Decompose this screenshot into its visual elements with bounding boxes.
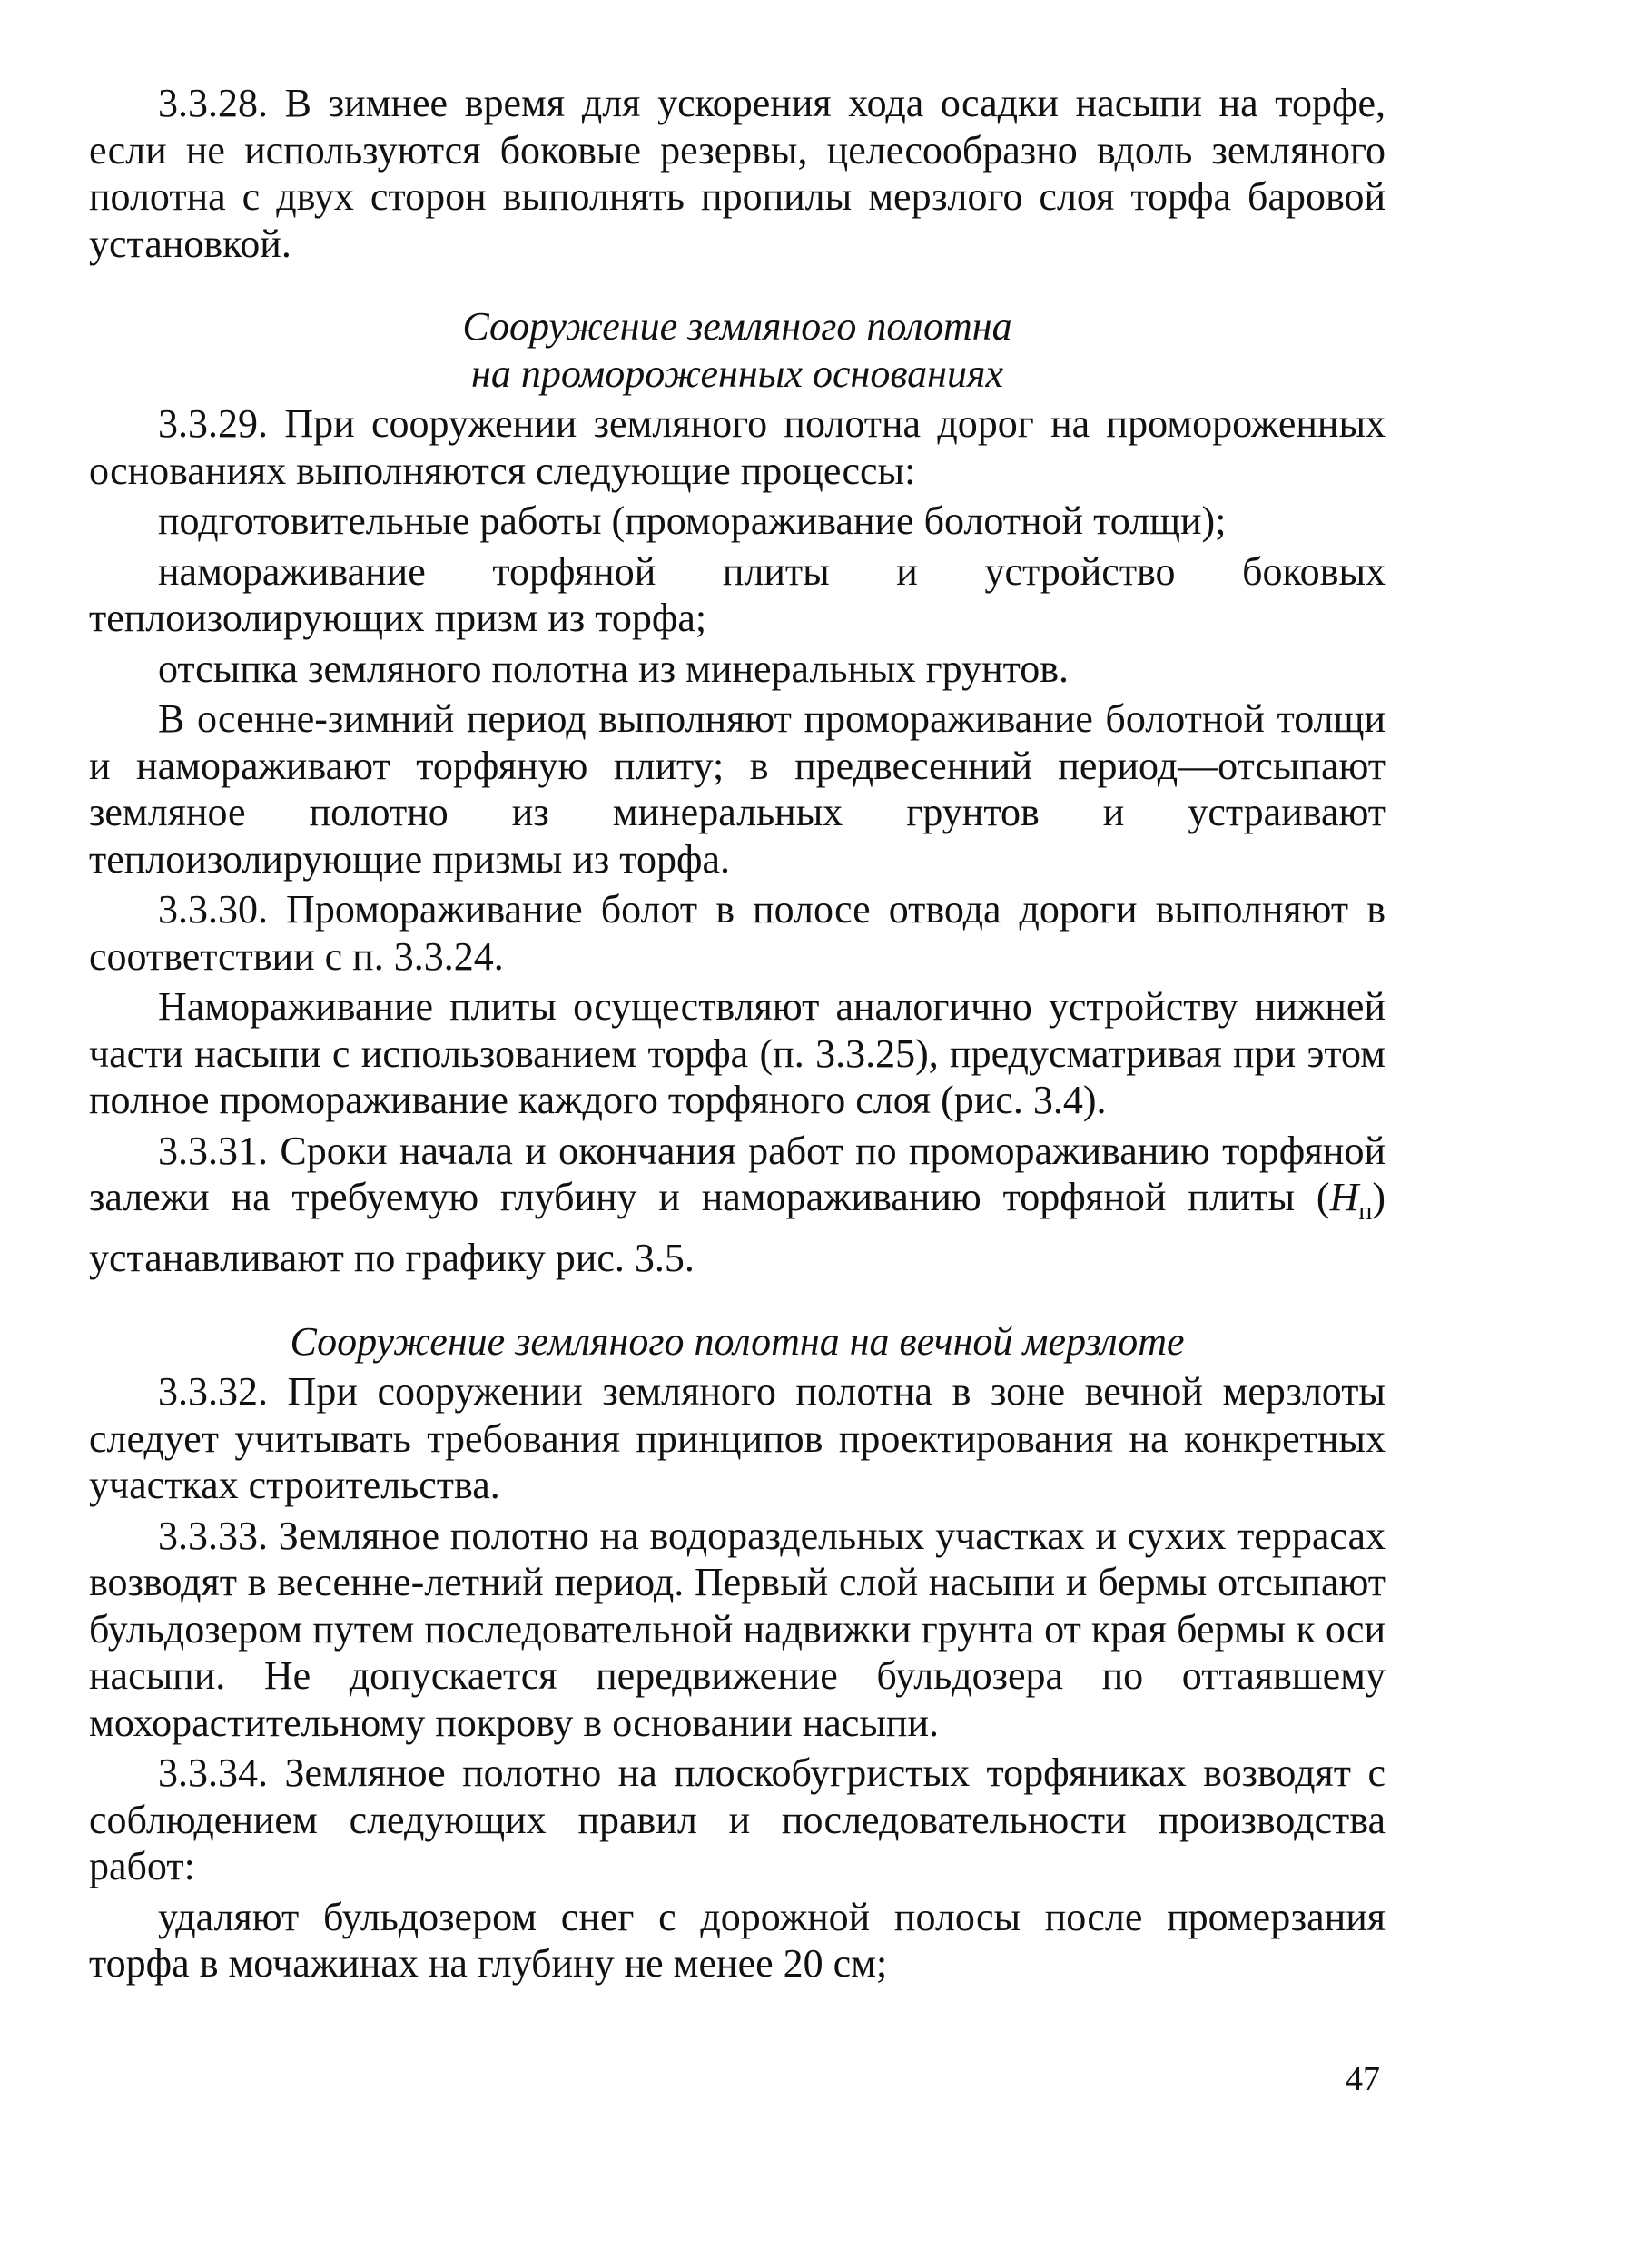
paragraph-slab-freezing: Намораживание плиты осуществляют аналогично устройству нижней части насыпи с использованием торфа (п. 3.3.25), предусматривая при этом полное промораживание каждого торфяного слоя (рис. 3.4).: [89, 984, 1386, 1122]
list-item-preparatory-works: подготовительные работы (промораживание болотной толщи);: [158, 498, 1227, 543]
paragraph-3-3-33: 3.3.33. Земляное полотно на водораздельных участках и сухих террасах возводят в весенне-летний период. Первый слой насыпи и бермы отсыпают бульдозером путем последовательной надвижки грунта от края бермы к оси насыпи. Не допускается передвижение бульдозера по оттаявшему мохорастительному покрову в основании насыпи.: [89, 1513, 1386, 1745]
paragraph-3-3-31-text-end: ) устанавливают по графику рис. 3.5.: [89, 1175, 1386, 1281]
paragraph-autumn-winter-period: В осенне-зимний период выполняют промораживание болотной толщи и намораживают торфяную плиту; в предвесенний период—отсыпают земляное полотно из минеральных грунтов и устраивают теплоизолирующие призмы из торфа.: [89, 696, 1386, 882]
paragraph-3-3-30: 3.3.30. Промораживание болот в полосе отвода дороги выполняют в соответствии с п. 3.3.24.: [89, 887, 1386, 979]
paragraph-3-3-31-text-start: 3.3.31. Сроки начала и окончания работ по промораживанию торфяной залежи на требуемую глубину и намораживанию торфяной плиты (: [89, 1128, 1386, 1219]
section-heading-line-1: Сооружение земляного полотна: [462, 304, 1012, 349]
list-item-peat-slab-freezing: намораживание торфяной плиты и устройство боковых теплоизолирующих призм из торфа;: [89, 548, 1386, 640]
section-heading-line-2: на промороженных основаниях: [471, 350, 1003, 396]
page-number: 47: [1346, 2060, 1380, 2098]
paragraph-3-3-34: 3.3.34. Земляное полотно на плоскобугристых торфяниках возводят с соблюдением следующих правил и последовательности производства работ:: [89, 1750, 1386, 1889]
page-body: [89, 80, 1386, 1987]
slab-thickness-symbol: $H_п$: [1329, 1175, 1373, 1226]
section-heading-frozen-foundations: [89, 303, 1386, 397]
section-heading-permafrost: Сооружение земляного полотна на вечной мерзлоте: [290, 1318, 1185, 1364]
paragraph-3-3-28: 3.3.28. В зимнее время для ускорения хода осадки насыпи на торфе, если не используются боковые резервы, целесообразно вдоль земляного полотна с двух сторон выполнять пропилы мерзлого слоя торфа баровой установкой.: [89, 81, 1386, 266]
paragraph-snow-removal: удаляют бульдозером снег с дорожной полосы после промерзания торфа в мочажинах на глубину не менее 20 см;: [89, 1894, 1386, 1987]
paragraph-3-3-29: 3.3.29. При сооружении земляного полотна дорог на промороженных основаниях выполняются следующие процессы:: [89, 401, 1386, 493]
list-item-mineral-soil-fill: отсыпка земляного полотна из минеральных грунтов.: [158, 646, 1070, 691]
paragraph-3-3-32: 3.3.32. При сооружении земляного полотна в зоне вечной мерзлоты следует учитывать требования принципов проектирования на конкретных участках строительства.: [89, 1369, 1386, 1508]
paragraph-3-3-31: [89, 1128, 1386, 1282]
